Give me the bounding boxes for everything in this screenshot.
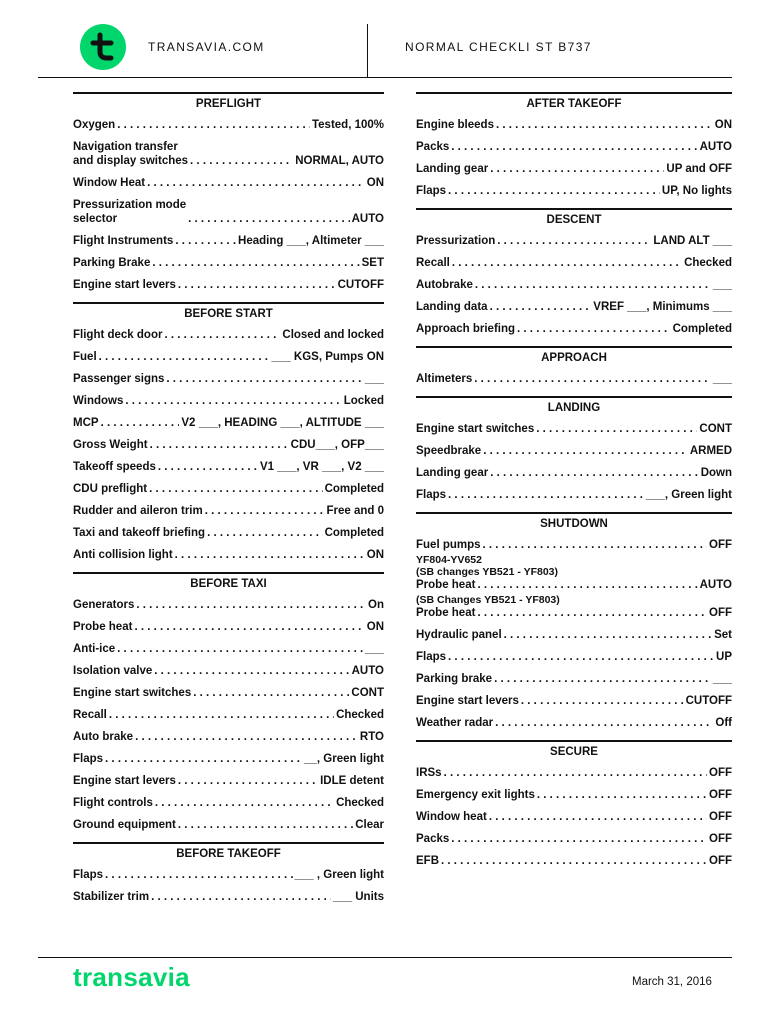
checklist-item [73,416,384,430]
item-value: ___ Units [332,891,384,903]
item-label: Oxygen [73,119,116,131]
dot-leader [448,488,644,502]
item-value: OFF [709,833,732,845]
item-label: Rudder and aileron trim [73,505,203,517]
dot-leader [147,176,365,190]
dot-leader [441,854,707,868]
dot-leader [444,766,707,780]
item-value: ___ [364,373,384,385]
item-value: LAND ALT ___ [653,235,732,247]
dot-leader [154,664,349,678]
dot-leader [496,118,713,132]
checklist-item [416,488,732,502]
checklist-item [416,162,732,176]
section-title: BEFORE TAXI [73,572,384,594]
item-value: UP [716,651,732,663]
dot-leader [105,752,302,766]
item-label: Navigation transfer and display switches [73,141,189,167]
item-label: Isolation valve [73,665,153,677]
section-secure [416,740,732,868]
dot-leader [150,438,289,452]
item-label: Landing gear [416,163,489,175]
dot-leader [477,606,707,620]
item-value: ON [366,177,384,189]
item-label: Auto brake [73,731,134,743]
item-label: Approach briefing [416,323,516,335]
dot-leader [155,796,334,810]
item-value: UP and OFF [666,163,732,175]
checklist-item [416,466,732,480]
item-label: Probe heat [416,607,476,619]
checklist-item [73,818,384,832]
section-shutdown [416,512,732,730]
checklist-item [73,328,384,342]
checklist-item [73,438,384,452]
item-value: Tested, 100% [311,119,384,131]
item-label: Pressurization [416,235,496,247]
item-value: ___ , Green light [294,869,384,881]
item-label: Engine start levers [73,279,176,291]
checklist-item [73,890,384,904]
checklist-item [416,672,732,686]
dot-leader [448,650,714,664]
checklist-item [416,118,732,132]
item-label: Emergency exit lights [416,789,535,801]
dot-leader [490,162,664,176]
item-label: Landing data [416,301,488,313]
item-value: Down [700,467,732,479]
item-label: Passenger signs [73,373,165,385]
item-label: Taxi and takeoff briefing [73,527,206,539]
dot-leader [193,686,349,700]
item-value: CUTOFF [685,695,732,707]
item-value: ON [366,549,384,561]
item-value: ___ [712,279,732,291]
checklist-item [73,620,384,634]
item-value: __, Green light [304,753,384,765]
checklist-item [416,234,732,248]
item-value: CONT [699,423,732,435]
item-value: ___ [712,673,732,685]
item-value: Closed and locked [282,329,384,341]
checklist-item [73,598,384,612]
dot-leader [205,504,325,518]
item-label: Window heat [416,811,487,823]
item-label: Windows [73,395,124,407]
site-name: TRANSAVIA.COM [148,40,265,54]
checklist-item [73,372,384,386]
item-label: MCP [73,417,99,429]
footer-rule [38,957,732,958]
item-value: ___, Green light [645,489,732,501]
dot-leader [475,278,711,292]
dot-leader [490,466,698,480]
right-column [416,92,732,878]
item-value: Checked [336,709,384,721]
dot-leader [448,184,660,198]
section-before-taxi [73,572,384,832]
item-value: V2 ___, HEADING ___, ALTITUDE ___ [181,417,384,429]
section-title: SHUTDOWN [416,512,732,534]
item-label: Hydraulic panel [416,629,502,641]
item-label: Flight controls [73,797,153,809]
dot-leader [504,628,712,642]
item-label: Packs [416,141,450,153]
item-value: VREF ___, Minimums ___ [593,301,732,313]
dot-leader [134,620,364,634]
item-label: CDU preflight [73,483,148,495]
item-value: Checked [684,257,732,269]
checklist-item [73,278,384,292]
section-title: PREFLIGHT [73,92,384,114]
item-value: AUTO [699,141,732,153]
item-value: OFF [709,539,732,551]
checklist-item [73,460,384,474]
item-label: Packs [416,833,450,845]
item-label: Engine start levers [416,695,519,707]
item-label: EFB [416,855,439,867]
item-label: Gross Weight [73,439,148,451]
header-divider [367,24,368,78]
item-value: Set [714,629,732,641]
item-label: Stabilizer trim [73,891,150,903]
checklist-item [416,766,732,780]
dot-leader [175,548,365,562]
dot-leader [190,154,293,168]
item-label: Autobrake [416,279,473,291]
item-label: Engine bleeds [416,119,494,131]
dot-leader [135,730,358,744]
section-title: SECURE [416,740,732,762]
dot-leader [495,716,713,730]
dot-leader [483,444,688,458]
section-descent [416,208,732,336]
section-title: BEFORE TAKEOFF [73,842,384,864]
dot-leader [175,234,236,248]
dot-leader [178,818,353,832]
dot-leader [149,482,322,496]
dot-leader [490,300,592,314]
item-value: OFF [709,607,732,619]
item-label: Takeoff speeds [73,461,156,473]
dot-leader [99,350,270,364]
item-value: Checked [336,797,384,809]
item-label: Flight deck door [73,329,163,341]
item-label: Flaps [73,753,104,765]
item-label: Anti collision light [73,549,173,561]
checklist-item [73,868,384,882]
dot-leader [494,672,711,686]
item-label: Parking Brake [73,257,151,269]
item-value: V1 ___, VR ___, V2 ___ [259,461,384,473]
item-value: OFF [709,855,732,867]
item-label: Fuel [73,351,97,363]
checklist-item [416,650,732,664]
checklist-item [416,322,732,336]
section-preflight [73,92,384,292]
checklist-item [73,118,384,132]
section-before-start [73,302,384,562]
checklist-item [416,444,732,458]
item-value: Completed [324,527,384,539]
dot-leader [489,810,707,824]
checklist-item [416,278,732,292]
dot-leader [517,322,671,336]
dot-leader [536,422,697,436]
dot-leader [497,234,651,248]
checklist-item [73,774,384,788]
checklist-item [73,642,384,656]
item-label: Flaps [416,489,447,501]
document-title: NORMAL CHECKLI ST B737 [405,40,592,54]
item-label: Parking brake [416,673,493,685]
checklist-item [73,730,384,744]
checklist-item [73,548,384,562]
checklist-item [416,578,732,592]
section-after-takeoff [416,92,732,198]
checklist-item [416,694,732,708]
item-label: Engine start switches [416,423,535,435]
transavia-logo-icon [80,24,126,70]
dot-leader [521,694,684,708]
dot-leader [151,890,331,904]
left-column [73,92,384,914]
footer-date: March 31, 2016 [632,976,712,988]
dot-leader [117,642,363,656]
checklist-item [73,234,384,248]
checklist-item [73,482,384,496]
checklist-item [73,796,384,810]
item-value: On [368,599,384,611]
dot-leader [125,394,341,408]
checklist-item [73,504,384,518]
item-value: OFF [709,789,732,801]
section-title: LANDING [416,396,732,418]
checklist-item [73,394,384,408]
section-approach [416,346,732,386]
item-label: Generators [73,599,135,611]
dot-leader [537,788,707,802]
section-landing [416,396,732,502]
checklist-item [416,788,732,802]
dot-leader [164,328,280,342]
item-value: Completed [672,323,732,335]
item-label: Engine start levers [73,775,176,787]
dot-leader [178,774,318,788]
dot-leader [117,118,310,132]
item-label: Probe heat [416,579,476,591]
footer-brand-logo: transavia [73,962,190,992]
dot-leader [105,868,292,882]
section-title: AFTER TAKEOFF [416,92,732,114]
item-label: Probe heat [73,621,133,633]
item-value: ON [366,621,384,633]
checklist-item [416,184,732,198]
item-label: Flaps [416,651,447,663]
checklist-item [416,854,732,868]
checklist-item [416,256,732,270]
item-value: Completed [324,483,384,495]
item-label: Flaps [73,869,104,881]
checklist-item [73,752,384,766]
checklist-note: (SB Changes YB521 - YF803) [416,594,560,606]
section-title: APPROACH [416,346,732,368]
item-label: Recall [416,257,450,269]
dot-leader [451,832,707,846]
dot-leader [152,256,359,270]
checklist-note: YF804-YV652 (SB changes YB521 - YF803) [416,554,559,578]
checklist-item [416,606,732,620]
checklist-item [416,810,732,824]
dot-leader [188,212,350,226]
item-value: ON [714,119,732,131]
item-label: IRSs [416,767,442,779]
checklist-item [416,140,732,154]
item-value: ARMED [689,445,732,457]
checklist-item [73,526,384,540]
item-label: Altimeters [416,373,473,385]
item-value: CUTOFF [337,279,384,291]
dot-leader [166,372,362,386]
checklist-item [73,686,384,700]
checklist-item [73,708,384,722]
item-label: Anti-ice [73,643,116,655]
dot-leader [158,460,258,474]
section-title: BEFORE START [73,302,384,324]
checklist-item [416,372,732,386]
checklist-item [73,350,384,364]
checklist-item [73,256,384,270]
item-label: Recall [73,709,107,721]
item-value: AUTO [351,665,384,677]
item-value: OFF [709,767,732,779]
dot-leader [136,598,366,612]
header-rule [38,77,732,78]
item-value: Heading ___, Altimeter ___ [238,235,384,247]
checklist-item [416,538,732,552]
item-label: Window Heat [73,177,146,189]
item-value: Locked [343,395,384,407]
item-value: ___ [364,643,384,655]
item-value: CONT [351,687,384,699]
checklist-item [416,422,732,436]
item-value: Off [715,717,732,729]
checklist-item [416,716,732,730]
item-label: Flight Instruments [73,235,174,247]
item-value: RTO [359,731,384,743]
item-label: Weather radar [416,717,494,729]
item-value: SET [361,257,384,269]
dot-leader [483,538,707,552]
checklist-item [416,628,732,642]
dot-leader [207,526,323,540]
item-value: IDLE detent [320,775,384,787]
item-label: Speedbrake [416,445,482,457]
dot-leader [101,416,180,430]
item-value: ___ [712,373,732,385]
item-label: Flaps [416,185,447,197]
dot-leader [451,140,697,154]
item-label: Fuel pumps [416,539,481,551]
dot-leader [474,372,711,386]
dot-leader [452,256,682,270]
item-value: OFF [709,811,732,823]
item-value: Free and 0 [326,505,384,517]
item-value: ___ KGS, Pumps ON [271,351,384,363]
item-value: AUTO [351,213,384,225]
item-value: Clear [355,819,384,831]
item-label: Engine start switches [73,687,192,699]
dot-leader [178,278,336,292]
checklist-item [73,664,384,678]
checklist-item [73,198,384,226]
item-value: CDU___, OFP___ [290,439,384,451]
item-value: AUTO [699,579,732,591]
item-label: Landing gear [416,467,489,479]
dot-leader [109,708,334,722]
item-label: Pressurization mode selector [73,199,187,225]
section-title: DESCENT [416,208,732,230]
item-label: Ground equipment [73,819,176,831]
item-value: NORMAL, AUTO [295,155,384,167]
item-value: UP, No lights [661,185,732,197]
checklist-item [73,176,384,190]
checklist-item [73,140,384,168]
dot-leader [477,578,697,592]
section-before-takeoff [73,842,384,904]
checklist-item [416,832,732,846]
checklist-item [416,300,732,314]
